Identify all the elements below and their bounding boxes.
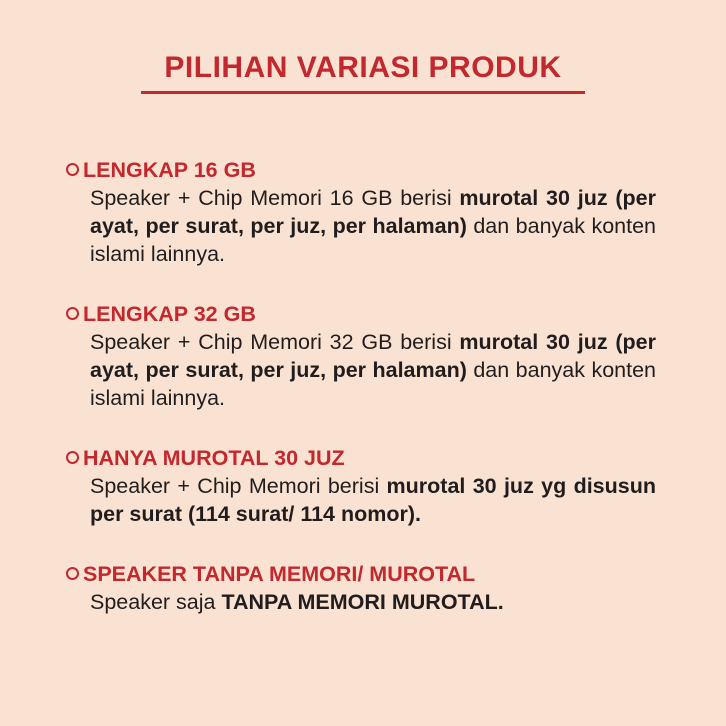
variant-heading: SPEAKER TANPA MEMORI/ MUROTAL [83, 562, 476, 586]
circle-bullet-icon [66, 567, 79, 580]
circle-bullet-icon [66, 307, 79, 320]
description-segment: Speaker saja [90, 590, 222, 614]
variant-heading: LENGKAP 32 GB [83, 302, 256, 326]
description-bold-segment: murotal 30 juz (per ayat, per surat, per juz, per halaman) [90, 186, 656, 238]
product-variation-item [65, 156, 656, 268]
description-bold-segment: murotal 30 juz (per ayat, per surat, per juz, per halaman) [90, 330, 656, 382]
product-variation-item [65, 444, 656, 528]
title-underline [141, 91, 585, 94]
card-header [0, 0, 726, 94]
page-title: PILIHAN VARIASI PRODUK [164, 51, 562, 84]
circle-bullet-icon [66, 451, 79, 464]
product-variation-item [65, 300, 656, 412]
description-segment: dan banyak konten islami lainnya. [90, 214, 656, 266]
description-bold-segment: TANPA MEMORI MUROTAL. [221, 590, 504, 614]
product-variation-list [65, 156, 656, 616]
variant-description [90, 184, 656, 268]
description-segment: Speaker + Chip Memori 16 GB berisi [90, 186, 460, 210]
variant-heading: LENGKAP 16 GB [83, 158, 256, 182]
description-bold-segment: murotal 30 juz yg disusun per surat (114 surat/ 114 nomor). [90, 474, 656, 526]
description-segment: Speaker + Chip Memori 32 GB berisi [90, 330, 460, 354]
variant-description [90, 472, 656, 528]
description-segment: Speaker + Chip Memori berisi [90, 474, 387, 498]
description-segment: dan banyak konten islami lainnya. [90, 358, 656, 410]
variant-heading: HANYA MUROTAL 30 JUZ [83, 446, 345, 470]
variant-description [90, 328, 656, 412]
variant-description [90, 588, 656, 616]
circle-bullet-icon [66, 163, 79, 176]
product-variation-item [65, 560, 656, 616]
